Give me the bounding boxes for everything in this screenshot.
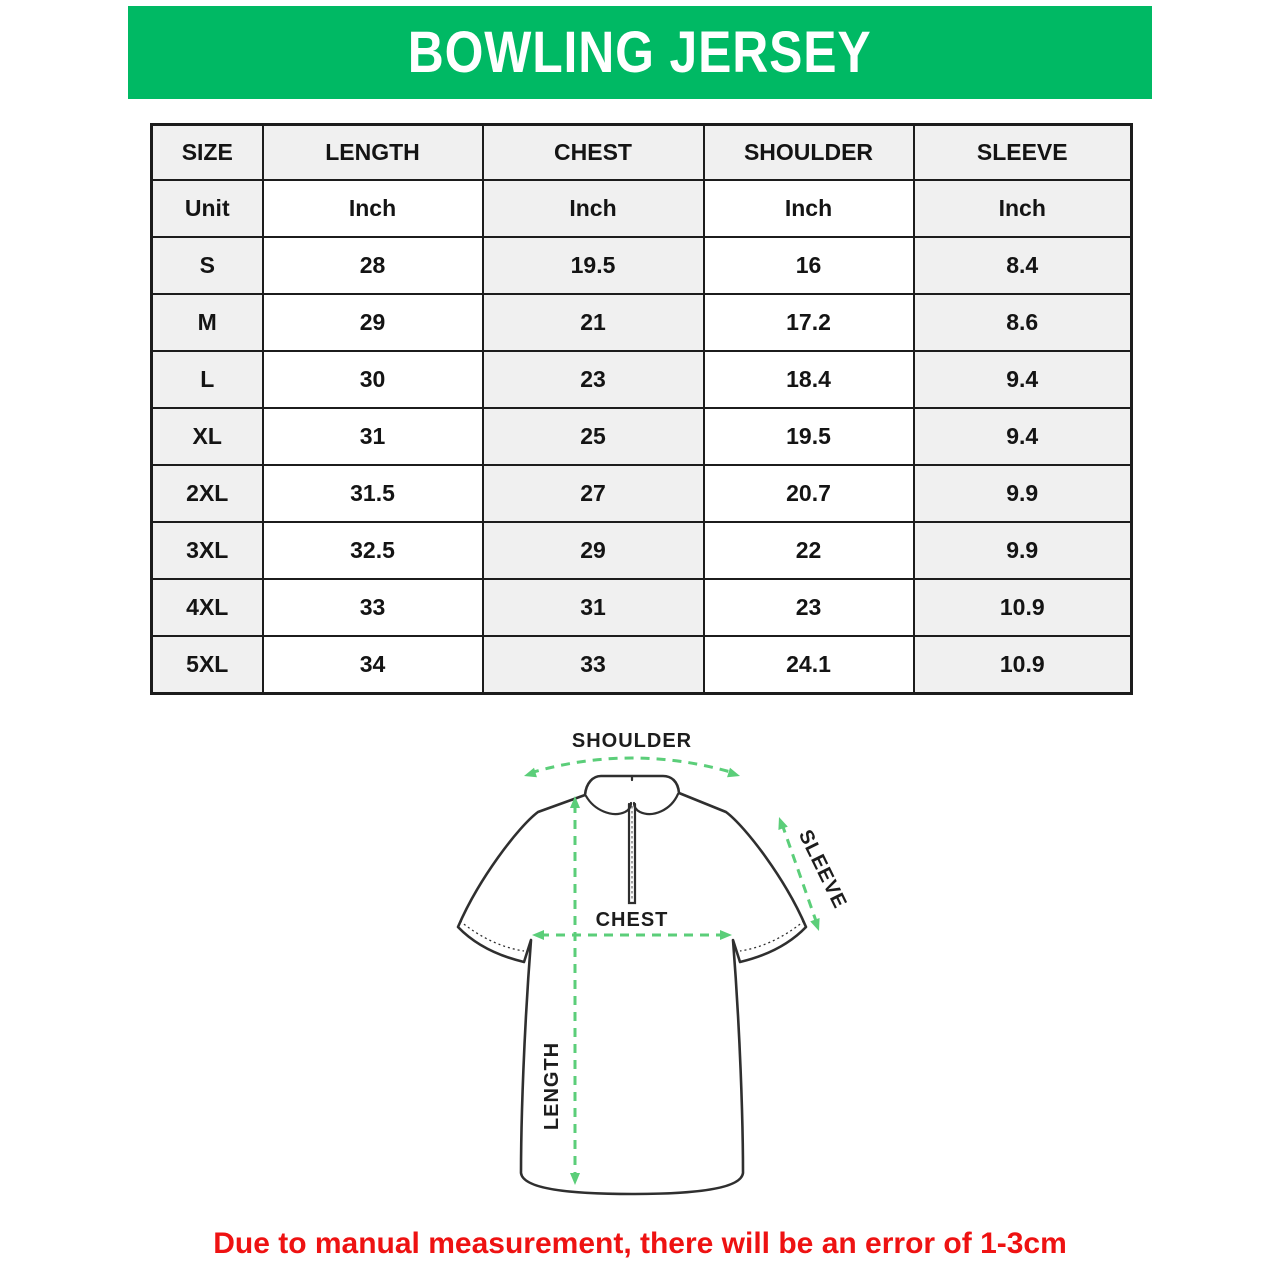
column-header-1: LENGTH xyxy=(263,125,483,180)
row-label-cell: 3XL xyxy=(152,522,263,579)
row-label-cell: Unit xyxy=(152,180,263,237)
value-cell: 34 xyxy=(263,636,483,693)
jersey-outline xyxy=(458,776,806,1194)
row-label-cell: 2XL xyxy=(152,465,263,522)
value-cell: 23 xyxy=(704,579,914,636)
column-header-2: CHEST xyxy=(483,125,704,180)
size-table-container xyxy=(150,123,1130,695)
table-row xyxy=(152,636,1132,693)
value-cell: 17.2 xyxy=(704,294,914,351)
shoulder-arrowhead-right xyxy=(727,768,741,781)
row-label-cell: 5XL xyxy=(152,636,263,693)
value-cell: 18.4 xyxy=(704,351,914,408)
table-row xyxy=(152,237,1132,294)
value-cell: 22 xyxy=(704,522,914,579)
chest-label: CHEST xyxy=(595,909,669,931)
table-header-row xyxy=(152,125,1132,180)
value-cell: 30 xyxy=(263,351,483,408)
page-title: BOWLING JERSEY xyxy=(408,20,872,85)
row-label-cell: S xyxy=(152,237,263,294)
jersey-measurement-diagram xyxy=(420,700,890,1220)
value-cell: 24.1 xyxy=(704,636,914,693)
table-row xyxy=(152,522,1132,579)
value-cell: 19.5 xyxy=(483,237,704,294)
value-cell: 10.9 xyxy=(914,579,1132,636)
value-cell: 9.9 xyxy=(914,465,1132,522)
table-row xyxy=(152,408,1132,465)
size-table-body xyxy=(152,180,1132,694)
value-cell: 9.4 xyxy=(914,408,1132,465)
row-label-cell: XL xyxy=(152,408,263,465)
value-cell: 16 xyxy=(704,237,914,294)
column-header-3: SHOULDER xyxy=(704,125,914,180)
sleeve-arrowhead-top xyxy=(774,815,788,830)
shoulder-label: SHOULDER xyxy=(571,730,693,752)
value-cell: 28 xyxy=(263,237,483,294)
value-cell: 8.4 xyxy=(914,237,1132,294)
table-row xyxy=(152,294,1132,351)
value-cell: 32.5 xyxy=(263,522,483,579)
column-header-4: SLEEVE xyxy=(914,125,1132,180)
row-label-cell: M xyxy=(152,294,263,351)
value-cell: Inch xyxy=(263,180,483,237)
sleeve-label: SLEEVE xyxy=(793,826,851,913)
value-cell: 27 xyxy=(483,465,704,522)
value-cell: 9.4 xyxy=(914,351,1132,408)
table-row xyxy=(152,351,1132,408)
value-cell: 31 xyxy=(483,579,704,636)
value-cell: Inch xyxy=(914,180,1132,237)
jersey-diagram-svg xyxy=(420,700,890,1220)
value-cell: Inch xyxy=(483,180,704,237)
sleeve-arrowhead-bottom xyxy=(810,918,824,933)
table-row xyxy=(152,180,1132,237)
row-label-cell: L xyxy=(152,351,263,408)
value-cell: 10.9 xyxy=(914,636,1132,693)
value-cell: 33 xyxy=(483,636,704,693)
shoulder-arrow xyxy=(530,758,734,773)
value-cell: 23 xyxy=(483,351,704,408)
table-row xyxy=(152,465,1132,522)
size-table xyxy=(150,123,1133,695)
value-cell: 19.5 xyxy=(704,408,914,465)
value-cell: 29 xyxy=(263,294,483,351)
value-cell: 29 xyxy=(483,522,704,579)
shoulder-arrowhead-left xyxy=(523,768,537,781)
value-cell: 9.9 xyxy=(914,522,1132,579)
value-cell: 8.6 xyxy=(914,294,1132,351)
value-cell: 20.7 xyxy=(704,465,914,522)
length-label: LENGTH xyxy=(541,1041,563,1131)
value-cell: 25 xyxy=(483,408,704,465)
row-label-cell: 4XL xyxy=(152,579,263,636)
value-cell: 31.5 xyxy=(263,465,483,522)
measurement-disclaimer: Due to manual measurement, there will be an error of 1-3cm xyxy=(213,1227,1067,1260)
column-header-0: SIZE xyxy=(152,125,263,180)
value-cell: Inch xyxy=(704,180,914,237)
value-cell: 31 xyxy=(263,408,483,465)
table-row xyxy=(152,579,1132,636)
title-banner xyxy=(128,6,1152,99)
value-cell: 21 xyxy=(483,294,704,351)
value-cell: 33 xyxy=(263,579,483,636)
